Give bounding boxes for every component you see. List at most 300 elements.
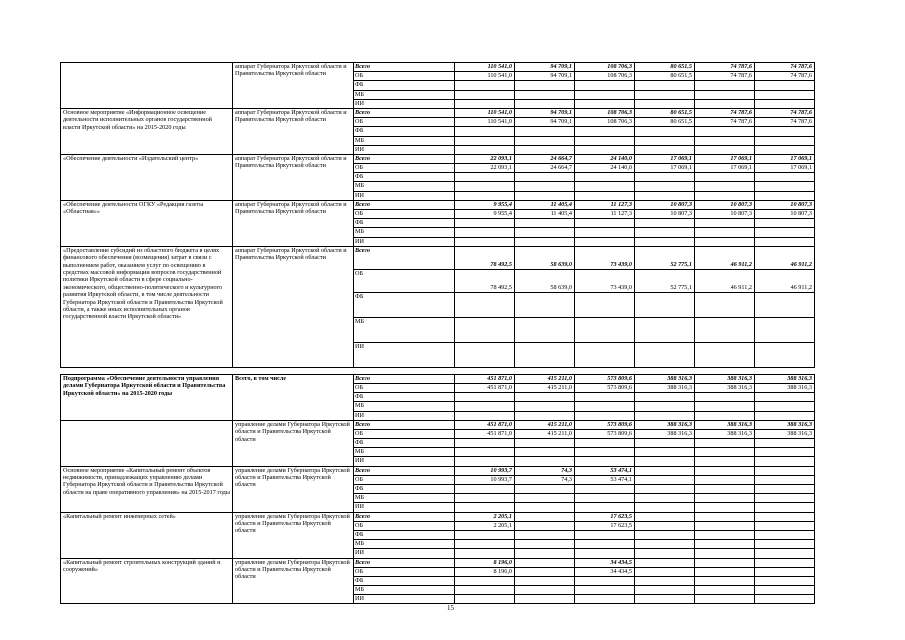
amount-cell: 58 639,0 bbox=[515, 269, 575, 292]
amount-cell bbox=[575, 503, 635, 512]
amount-cell bbox=[635, 512, 695, 521]
amount-cell bbox=[635, 411, 695, 420]
amount-cell bbox=[635, 342, 695, 367]
amount-cell bbox=[695, 485, 755, 494]
amount-cell: 94 709,1 bbox=[515, 63, 575, 72]
executor-cell: аппарат Губернатора Иркутской области и Правительства Иркутской области bbox=[233, 200, 354, 246]
amount-cell bbox=[515, 595, 575, 604]
amount-cell: 451 871,0 bbox=[455, 429, 515, 438]
table-row bbox=[61, 154, 815, 163]
amount-cell bbox=[695, 439, 755, 448]
amount-cell: 78 492,5 bbox=[455, 246, 515, 269]
funding-source-cell: МБ bbox=[354, 228, 455, 237]
amount-cell: 94 709,1 bbox=[515, 72, 575, 81]
amount-cell bbox=[695, 81, 755, 90]
amount-cell: 52 775,1 bbox=[635, 246, 695, 269]
amount-cell: 11 127,3 bbox=[575, 210, 635, 219]
amount-cell bbox=[695, 558, 755, 567]
amount-cell bbox=[515, 173, 575, 182]
amount-cell bbox=[515, 530, 575, 539]
table-row bbox=[61, 374, 815, 383]
funding-source-cell: ФБ bbox=[354, 127, 455, 136]
amount-cell bbox=[455, 191, 515, 200]
measure-name-cell: «Обеспечение деятельности ОГКУ «Редакция газеты «Областная»» bbox=[61, 200, 233, 246]
measure-name-cell: «Капитальный ремонт инженерных сетей» bbox=[61, 512, 233, 558]
funding-source-cell: Всего bbox=[354, 154, 455, 163]
amount-cell bbox=[515, 567, 575, 576]
amount-cell bbox=[575, 237, 635, 246]
amount-cell: 73 439,0 bbox=[575, 269, 635, 292]
amount-cell: 17 069,1 bbox=[755, 164, 815, 173]
amount-cell bbox=[515, 439, 575, 448]
amount-cell bbox=[755, 191, 815, 200]
amount-cell bbox=[695, 512, 755, 521]
amount-cell bbox=[515, 549, 575, 558]
amount-cell: 108 706,3 bbox=[575, 108, 635, 117]
amount-cell: 74 787,6 bbox=[695, 118, 755, 127]
amount-cell bbox=[455, 292, 515, 317]
amount-cell bbox=[515, 494, 575, 503]
amount-cell bbox=[455, 439, 515, 448]
amount-cell: 388 316,3 bbox=[755, 383, 815, 392]
amount-cell: 11 127,3 bbox=[575, 200, 635, 209]
amount-cell bbox=[455, 411, 515, 420]
amount-cell: 110 541,0 bbox=[455, 63, 515, 72]
amount-cell bbox=[575, 228, 635, 237]
amount-cell bbox=[695, 494, 755, 503]
amount-cell: 451 871,0 bbox=[455, 420, 515, 429]
amount-cell bbox=[635, 503, 695, 512]
amount-cell: 24 140,0 bbox=[575, 154, 635, 163]
amount-cell bbox=[695, 595, 755, 604]
table-row bbox=[61, 246, 815, 269]
executor-cell: Всего, в том числе bbox=[233, 374, 354, 420]
amount-cell bbox=[575, 595, 635, 604]
measure-name-cell: Основное мероприятие «Капитальный ремонт объектов недвижимости, принадлежащих управлению делами Губернатора Иркутской области и Правительства Иркутской области на праве оперативного управления» на 2015-2017 годы bbox=[61, 466, 233, 512]
amount-cell bbox=[455, 595, 515, 604]
amount-cell: 388 316,3 bbox=[695, 374, 755, 383]
amount-cell: 9 955,4 bbox=[455, 200, 515, 209]
amount-cell bbox=[575, 173, 635, 182]
amount-cell bbox=[515, 411, 575, 420]
amount-cell bbox=[515, 457, 575, 466]
amount-cell bbox=[695, 448, 755, 457]
amount-cell bbox=[755, 182, 815, 191]
amount-cell: 73 439,0 bbox=[575, 246, 635, 269]
measure-name-cell bbox=[61, 63, 233, 109]
table-row bbox=[61, 558, 815, 567]
amount-cell bbox=[575, 219, 635, 228]
executor-cell: аппарат Губернатора Иркутской области и Правительства Иркутской области bbox=[233, 246, 354, 367]
funding-source-cell: Всего bbox=[354, 466, 455, 475]
funding-source-cell: ФБ bbox=[354, 393, 455, 402]
amount-cell: 80 651,5 bbox=[635, 108, 695, 117]
funding-source-cell: ФБ bbox=[354, 173, 455, 182]
amount-cell bbox=[695, 530, 755, 539]
amount-cell: 17 069,1 bbox=[755, 154, 815, 163]
funding-source-cell: Всего bbox=[354, 63, 455, 72]
amount-cell bbox=[515, 81, 575, 90]
funding-source-cell: ФБ bbox=[354, 292, 455, 317]
funding-source-cell: МБ bbox=[354, 448, 455, 457]
amount-cell: 74 787,6 bbox=[755, 108, 815, 117]
amount-cell: 388 316,3 bbox=[695, 429, 755, 438]
amount-cell: 10 807,3 bbox=[695, 200, 755, 209]
amount-cell bbox=[575, 90, 635, 99]
amount-cell: 46 911,2 bbox=[755, 269, 815, 292]
amount-cell: 451 871,0 bbox=[455, 374, 515, 383]
amount-cell bbox=[755, 90, 815, 99]
amount-cell: 94 709,1 bbox=[515, 118, 575, 127]
funding-source-cell: ОБ bbox=[354, 567, 455, 576]
table-row bbox=[61, 63, 815, 72]
amount-cell bbox=[515, 540, 575, 549]
amount-cell bbox=[515, 393, 575, 402]
amount-cell bbox=[515, 342, 575, 367]
amount-cell bbox=[755, 402, 815, 411]
amount-cell bbox=[455, 317, 515, 342]
amount-cell bbox=[695, 576, 755, 585]
funding-source-cell: ОБ bbox=[354, 164, 455, 173]
funding-source-cell: ИИ bbox=[354, 342, 455, 367]
funding-source-cell: ОБ bbox=[354, 269, 455, 292]
funding-source-cell: ИИ bbox=[354, 411, 455, 420]
amount-cell: 108 706,3 bbox=[575, 63, 635, 72]
executor-cell: аппарат Губернатора Иркутской области и Правительства Иркутской области bbox=[233, 154, 354, 200]
amount-cell bbox=[455, 530, 515, 539]
amount-cell bbox=[755, 173, 815, 182]
amount-cell: 388 316,3 bbox=[635, 383, 695, 392]
amount-cell: 53 474,1 bbox=[575, 475, 635, 484]
amount-cell bbox=[755, 393, 815, 402]
amount-cell bbox=[635, 393, 695, 402]
funding-source-cell: ОБ bbox=[354, 521, 455, 530]
amount-cell bbox=[515, 503, 575, 512]
amount-cell bbox=[455, 503, 515, 512]
amount-cell: 74 787,6 bbox=[695, 108, 755, 117]
funding-source-cell: ОБ bbox=[354, 475, 455, 484]
amount-cell bbox=[755, 228, 815, 237]
amount-cell bbox=[635, 439, 695, 448]
funding-source-cell: ОБ bbox=[354, 118, 455, 127]
budget-table-sheet bbox=[60, 62, 814, 604]
amount-cell bbox=[755, 567, 815, 576]
amount-cell bbox=[455, 342, 515, 367]
amount-cell bbox=[755, 475, 815, 484]
amount-cell bbox=[575, 317, 635, 342]
amount-cell: 388 316,3 bbox=[755, 374, 815, 383]
amount-cell bbox=[455, 393, 515, 402]
amount-cell: 78 492,5 bbox=[455, 269, 515, 292]
amount-cell bbox=[635, 182, 695, 191]
executor-cell: управление делами Губернатора Иркутской области и Правительства Иркутской области bbox=[233, 558, 354, 604]
amount-cell: 388 316,3 bbox=[635, 420, 695, 429]
amount-cell bbox=[455, 549, 515, 558]
amount-cell bbox=[515, 90, 575, 99]
amount-cell: 34 434,5 bbox=[575, 567, 635, 576]
amount-cell: 24 664,7 bbox=[515, 164, 575, 173]
amount-cell bbox=[575, 292, 635, 317]
amount-cell bbox=[455, 402, 515, 411]
amount-cell bbox=[635, 228, 695, 237]
amount-cell bbox=[695, 173, 755, 182]
amount-cell bbox=[575, 549, 635, 558]
amount-cell bbox=[575, 576, 635, 585]
amount-cell bbox=[635, 540, 695, 549]
amount-cell bbox=[695, 219, 755, 228]
amount-cell bbox=[755, 586, 815, 595]
amount-cell bbox=[515, 521, 575, 530]
amount-cell bbox=[695, 317, 755, 342]
amount-cell: 10 807,3 bbox=[635, 200, 695, 209]
amount-cell bbox=[695, 586, 755, 595]
amount-cell: 388 316,3 bbox=[635, 429, 695, 438]
amount-cell: 10 807,3 bbox=[695, 210, 755, 219]
amount-cell: 451 871,0 bbox=[455, 383, 515, 392]
amount-cell bbox=[515, 99, 575, 108]
funding-source-cell: МБ bbox=[354, 586, 455, 595]
amount-cell: 388 316,3 bbox=[695, 383, 755, 392]
amount-cell bbox=[635, 494, 695, 503]
amount-cell bbox=[695, 540, 755, 549]
amount-cell bbox=[575, 81, 635, 90]
amount-cell bbox=[635, 530, 695, 539]
amount-cell bbox=[635, 136, 695, 145]
amount-cell bbox=[455, 540, 515, 549]
amount-cell: 17 069,1 bbox=[695, 154, 755, 163]
amount-cell bbox=[755, 503, 815, 512]
amount-cell bbox=[755, 342, 815, 367]
amount-cell bbox=[635, 558, 695, 567]
amount-cell bbox=[695, 521, 755, 530]
amount-cell bbox=[695, 292, 755, 317]
amount-cell bbox=[695, 99, 755, 108]
amount-cell: 74,3 bbox=[515, 466, 575, 475]
amount-cell bbox=[515, 448, 575, 457]
amount-cell bbox=[635, 485, 695, 494]
amount-cell bbox=[515, 127, 575, 136]
amount-cell: 22 093,1 bbox=[455, 154, 515, 163]
amount-cell bbox=[515, 485, 575, 494]
amount-cell bbox=[755, 549, 815, 558]
amount-cell: 94 709,1 bbox=[515, 108, 575, 117]
amount-cell bbox=[695, 136, 755, 145]
amount-cell bbox=[755, 558, 815, 567]
amount-cell bbox=[755, 411, 815, 420]
amount-cell bbox=[515, 402, 575, 411]
amount-cell: 74 787,6 bbox=[695, 63, 755, 72]
funding-source-cell: ОБ bbox=[354, 72, 455, 81]
funding-source-cell: Всего bbox=[354, 246, 455, 269]
amount-cell: 80 651,5 bbox=[635, 72, 695, 81]
amount-cell bbox=[695, 182, 755, 191]
amount-cell: 74,3 bbox=[515, 475, 575, 484]
amount-cell bbox=[515, 512, 575, 521]
amount-cell bbox=[575, 586, 635, 595]
amount-cell bbox=[755, 317, 815, 342]
amount-cell bbox=[635, 317, 695, 342]
funding-source-cell: ФБ bbox=[354, 439, 455, 448]
amount-cell bbox=[575, 448, 635, 457]
amount-cell: 415 211,0 bbox=[515, 429, 575, 438]
amount-cell bbox=[575, 457, 635, 466]
amount-cell bbox=[635, 191, 695, 200]
block-gap bbox=[61, 367, 815, 374]
executor-cell: аппарат Губернатора Иркутской области и Правительства Иркутской области bbox=[233, 63, 354, 109]
amount-cell: 573 809,6 bbox=[575, 420, 635, 429]
amount-cell bbox=[755, 595, 815, 604]
amount-cell bbox=[755, 540, 815, 549]
amount-cell bbox=[755, 457, 815, 466]
funding-source-cell: ФБ bbox=[354, 81, 455, 90]
amount-cell bbox=[575, 439, 635, 448]
amount-cell: 108 706,3 bbox=[575, 72, 635, 81]
amount-cell bbox=[575, 540, 635, 549]
amount-cell bbox=[455, 228, 515, 237]
amount-cell bbox=[575, 99, 635, 108]
amount-cell: 388 316,3 bbox=[635, 374, 695, 383]
amount-cell bbox=[575, 530, 635, 539]
amount-cell bbox=[695, 549, 755, 558]
amount-cell: 108 706,3 bbox=[575, 118, 635, 127]
amount-cell: 74 787,6 bbox=[755, 63, 815, 72]
amount-cell bbox=[515, 576, 575, 585]
measure-name-cell bbox=[61, 420, 233, 466]
amount-cell: 74 787,6 bbox=[695, 72, 755, 81]
funding-source-cell: ИИ bbox=[354, 457, 455, 466]
funding-source-cell: Всего bbox=[354, 200, 455, 209]
amount-cell bbox=[455, 448, 515, 457]
amount-cell: 74 787,6 bbox=[755, 72, 815, 81]
funding-source-cell: ФБ bbox=[354, 485, 455, 494]
funding-source-cell: ОБ bbox=[354, 429, 455, 438]
amount-cell: 2 205,1 bbox=[455, 512, 515, 521]
amount-cell bbox=[755, 448, 815, 457]
amount-cell bbox=[755, 521, 815, 530]
amount-cell bbox=[515, 136, 575, 145]
measure-name-cell: Основное мероприятие «Информационное освещение деятельности исполнительных органов государственной власти Иркутской области» на 2015-2020 годы bbox=[61, 108, 233, 154]
funding-source-cell: Всего bbox=[354, 420, 455, 429]
amount-cell bbox=[635, 173, 695, 182]
amount-cell: 10 807,3 bbox=[635, 210, 695, 219]
amount-cell bbox=[635, 549, 695, 558]
amount-cell: 17 623,5 bbox=[575, 521, 635, 530]
amount-cell bbox=[635, 576, 695, 585]
amount-cell bbox=[575, 411, 635, 420]
amount-cell bbox=[755, 127, 815, 136]
amount-cell: 17 069,1 bbox=[635, 164, 695, 173]
amount-cell bbox=[635, 448, 695, 457]
funding-source-cell: ИИ bbox=[354, 237, 455, 246]
amount-cell bbox=[695, 90, 755, 99]
amount-cell bbox=[455, 182, 515, 191]
amount-cell bbox=[695, 466, 755, 475]
amount-cell bbox=[755, 485, 815, 494]
funding-source-cell: ФБ bbox=[354, 576, 455, 585]
funding-source-cell: МБ bbox=[354, 540, 455, 549]
amount-cell bbox=[635, 219, 695, 228]
amount-cell: 2 205,1 bbox=[455, 521, 515, 530]
amount-cell: 24 140,0 bbox=[575, 164, 635, 173]
amount-cell bbox=[755, 219, 815, 228]
amount-cell: 415 211,0 bbox=[515, 420, 575, 429]
amount-cell: 110 541,0 bbox=[455, 118, 515, 127]
funding-source-cell: МБ bbox=[354, 136, 455, 145]
amount-cell bbox=[695, 237, 755, 246]
funding-source-cell: Всего bbox=[354, 512, 455, 521]
amount-cell bbox=[755, 81, 815, 90]
amount-cell bbox=[695, 567, 755, 576]
amount-cell: 34 434,5 bbox=[575, 558, 635, 567]
amount-cell bbox=[455, 457, 515, 466]
amount-cell bbox=[515, 219, 575, 228]
funding-source-cell: МБ bbox=[354, 494, 455, 503]
amount-cell bbox=[635, 81, 695, 90]
funding-source-cell: МБ bbox=[354, 402, 455, 411]
funding-source-cell: ФБ bbox=[354, 219, 455, 228]
amount-cell: 415 211,0 bbox=[515, 383, 575, 392]
executor-cell: управление делами Губернатора Иркутской области и Правительства Иркутской области bbox=[233, 420, 354, 466]
amount-cell bbox=[695, 228, 755, 237]
amount-cell bbox=[515, 586, 575, 595]
amount-cell bbox=[755, 99, 815, 108]
amount-cell bbox=[575, 494, 635, 503]
amount-cell bbox=[755, 136, 815, 145]
amount-cell bbox=[515, 228, 575, 237]
amount-cell bbox=[455, 127, 515, 136]
amount-cell bbox=[695, 457, 755, 466]
amount-cell bbox=[575, 393, 635, 402]
amount-cell bbox=[575, 182, 635, 191]
amount-cell bbox=[575, 127, 635, 136]
amount-cell bbox=[635, 521, 695, 530]
amount-cell bbox=[575, 485, 635, 494]
amount-cell bbox=[575, 145, 635, 154]
amount-cell bbox=[755, 237, 815, 246]
funding-source-cell: Всего bbox=[354, 558, 455, 567]
funding-source-cell: ИИ bbox=[354, 191, 455, 200]
amount-cell bbox=[455, 99, 515, 108]
amount-cell bbox=[635, 595, 695, 604]
amount-cell: 58 639,0 bbox=[515, 246, 575, 269]
measure-name-cell: «Капитальный ремонт строительных конструкций зданий и сооружений» bbox=[61, 558, 233, 604]
amount-cell bbox=[575, 191, 635, 200]
amount-cell: 9 955,4 bbox=[455, 210, 515, 219]
table-row bbox=[61, 512, 815, 521]
funding-source-cell: ИИ bbox=[354, 99, 455, 108]
amount-cell: 17 069,1 bbox=[695, 164, 755, 173]
funding-source-cell: Всего bbox=[354, 108, 455, 117]
amount-cell bbox=[755, 145, 815, 154]
amount-cell bbox=[455, 485, 515, 494]
funding-source-cell: МБ bbox=[354, 317, 455, 342]
amount-cell: 8 196,0 bbox=[455, 567, 515, 576]
amount-cell bbox=[695, 393, 755, 402]
amount-cell bbox=[515, 558, 575, 567]
amount-cell: 110 541,0 bbox=[455, 72, 515, 81]
amount-cell: 80 651,5 bbox=[635, 63, 695, 72]
amount-cell bbox=[635, 402, 695, 411]
funding-source-cell: Всего bbox=[354, 374, 455, 383]
amount-cell: 46 911,2 bbox=[695, 269, 755, 292]
amount-cell bbox=[695, 411, 755, 420]
amount-cell: 573 809,6 bbox=[575, 429, 635, 438]
amount-cell: 11 405,4 bbox=[515, 200, 575, 209]
amount-cell: 573 809,6 bbox=[575, 374, 635, 383]
amount-cell: 11 405,4 bbox=[515, 210, 575, 219]
amount-cell bbox=[755, 494, 815, 503]
amount-cell bbox=[695, 503, 755, 512]
